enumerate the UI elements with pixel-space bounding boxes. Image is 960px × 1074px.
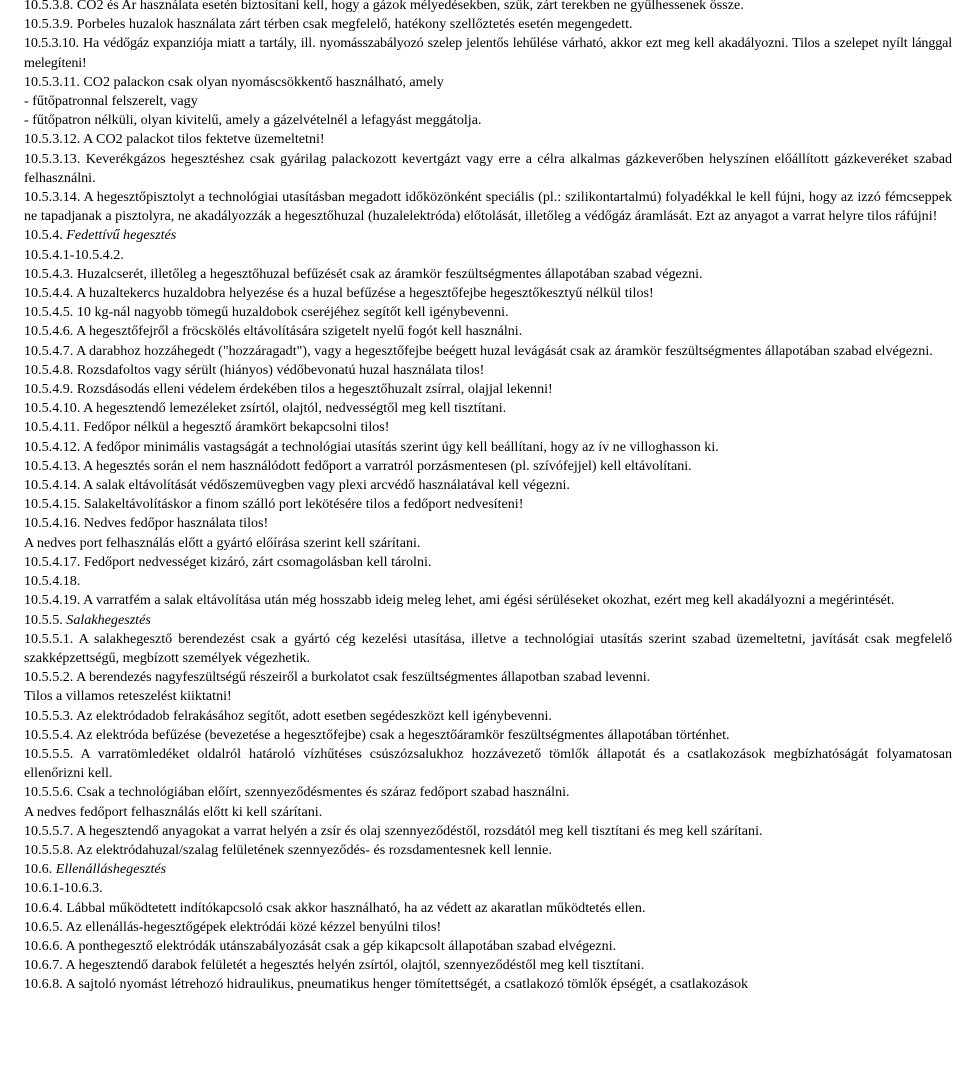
paragraph	[4, 937, 952, 956]
section-number: 10.5.4.11.	[24, 419, 80, 436]
paragraph	[4, 572, 952, 591]
section-number: 10.5.4.7.	[24, 342, 74, 359]
paragraph	[4, 534, 952, 553]
paragraph	[4, 553, 952, 572]
paragraph	[4, 707, 952, 726]
paragraph-text: A hegesztés során el nem használódott fedőport a varratról porzásmentesen (pl. szívófejjel) kell eltávolítani.	[83, 457, 692, 474]
paragraph-text: A hegesztendő anyagokat a varrat helyén a zsír és olaj szennyeződéstől, rozsdától meg kell tisztítani és meg kell szárítani.	[76, 822, 763, 839]
section-number: 10.5.4.17.	[24, 553, 81, 570]
paragraph-text: A salakhegesztő berendezést csak a gyártó cég kezelési utasítása, illetve a technológiai utasítás szerint szabad üzemeltetni, javítását csak megfelelő szakképzettségű, megbízott személyek végezhetik.	[24, 630, 953, 666]
paragraph	[4, 92, 952, 111]
paragraph-text: Rozsdásodás elleni védelem érdekében tilos a hegesztőhuzalt zsírral, olajjal lekenni!	[76, 381, 553, 398]
paragraph-text: A hegesztendő darabok felületét a hegesztés helyén zsírtól, olajtól, szennyeződéstől meg kell tisztítani.	[65, 957, 645, 974]
section-number: 10.6.4.	[24, 899, 63, 916]
section-number: 10.6.5.	[24, 918, 63, 935]
paragraph-text: A ponthegesztő elektródák utánszabályozását csak a gép kikapcsolt állapotában szabad elvégezni.	[65, 937, 617, 954]
paragraph	[4, 399, 952, 418]
paragraph	[4, 322, 952, 341]
paragraph	[4, 342, 952, 361]
section-number: 10.5.4.3.	[24, 265, 74, 282]
paragraph	[4, 975, 952, 994]
paragraph-text: A nedves port felhasználás előtt a gyártó előírása szerint kell szárítani.	[24, 534, 421, 551]
paragraph	[4, 246, 952, 265]
paragraph	[4, 899, 952, 918]
paragraph	[4, 918, 952, 937]
section-number: 10.5.4.9.	[24, 381, 74, 398]
paragraph	[4, 860, 952, 879]
paragraph-text: Lábbal működtetett indítókapcsoló csak akkor használható, ha az védett az akaratlan működtetés ellen.	[66, 899, 646, 916]
paragraph-text: A berendezés nagyfeszültségű részeiről a burkolatot csak feszültségmentes állapotban szabad levenni.	[76, 669, 651, 686]
paragraph-text: Fedőport nedvességet kizáró, zárt csomagolásban kell tárolni.	[83, 553, 432, 570]
paragraph-text: - fűtőpatronnal felszerelt, vagy	[24, 93, 198, 110]
section-number: 10.5.5.	[24, 611, 63, 628]
section-number: 10.5.4.10.	[24, 400, 81, 417]
paragraph-text: Huzalcserét, illetőleg a hegesztőhuzal befűzését csak az áramkör feszültségmentes állapotában szabad végezni.	[76, 265, 703, 282]
section-number: 10.5.4.16.	[24, 515, 81, 532]
paragraph	[4, 73, 952, 92]
section-number: 10.5.5.4.	[24, 726, 74, 743]
paragraph	[4, 150, 952, 188]
paragraph	[4, 514, 952, 533]
paragraph-text: Fedőpor nélkül a hegesztő áramkört bekapcsolni tilos!	[83, 419, 390, 436]
section-number: 10.6.7.	[24, 957, 63, 974]
paragraph-text: A salak eltávolítását védőszemüvegben vagy plexi arcvédő használatával kell végezni.	[83, 477, 570, 494]
paragraph-text: Nedves fedőpor használata tilos!	[83, 515, 269, 532]
paragraph	[4, 630, 952, 668]
paragraph	[4, 783, 952, 802]
section-number: 10.5.4.4.	[24, 285, 74, 302]
section-number: 10.5.4.6.	[24, 323, 74, 340]
paragraph	[4, 476, 952, 495]
paragraph-text: A fedőpor minimális vastagságát a technológiai utasítás szerint úgy kell beállítani, hogy az ív ne villoghasson ki.	[83, 438, 719, 455]
paragraph-text: A hegesztőpisztolyt a technológiai utasításban megadott időközönként speciális (pl.: szilikontartalmú) folyadékkal le kell fújni, hogy az izzó fémcseppek ne tapadjanak a pisztolyra, ne akadályozzák a hegesztőhuzal (huzalelektróda) előtolását, illetőleg a védőgáz áramlását. Ezt az anyagot a varrat helyre tilos ráfújni!	[24, 189, 952, 225]
paragraph-text: Rozsdafoltos vagy sérült (hiányos) védőbevonatú huzal használata tilos!	[76, 361, 485, 378]
section-number: 10.6.	[24, 861, 53, 878]
paragraph-text: Az elektródahuzal/szalag felületének szennyeződés- és rozsdamentesnek kell lennie.	[76, 841, 552, 858]
paragraph-text: Salakeltávolításkor a finom szálló port lekötésére tilos a fedőport nedvesíteni!	[83, 496, 524, 513]
paragraph-text: A hegesztőfejről a fröcskölés eltávolítására szigetelt nyelű fogót kell használni.	[76, 323, 523, 340]
section-number: 10.5.3.10.	[24, 35, 79, 52]
paragraph	[4, 956, 952, 975]
section-number: 10.5.4.	[24, 227, 63, 244]
paragraph	[4, 495, 952, 514]
section-number: 10.5.5.8.	[24, 841, 74, 858]
section-number: 10.6.6.	[24, 937, 63, 954]
section-number: 10.5.4.19.	[24, 592, 81, 609]
section-number: 10.5.4.1-10.5.4.2.	[24, 246, 124, 263]
paragraph-text: - fűtőpatron nélküli, olyan kivitelű, amely a gázelvételnél a lefagyást meggátolja.	[24, 112, 482, 129]
section-number: 10.5.4.13.	[24, 457, 81, 474]
paragraph-text: CO2 és Ar használata esetén biztosítani kell, hogy a gázok mélyedésekben, szűk, zárt terekben ne gyűlhessenek össze.	[76, 0, 744, 13]
paragraph-text: A CO2 palackot tilos fektetve üzemeltetni!	[83, 131, 325, 148]
paragraph	[4, 668, 952, 687]
paragraph-text: Tilos a villamos reteszelést kiiktatni!	[24, 688, 232, 705]
paragraph-text: A hegesztendő lemezéleket zsírtól, olajtól, nedvességtől meg kell tisztítani.	[83, 400, 507, 417]
paragraph-text: Az ellenállás-hegesztőgépek elektródái közé kézzel benyúlni tilos!	[65, 918, 442, 935]
paragraph-text: Csak a technológiában előírt, szennyeződésmentes és száraz fedőport szabad használni.	[76, 784, 570, 801]
paragraph	[4, 303, 952, 322]
paragraph	[4, 111, 952, 130]
section-number: 10.5.4.12.	[24, 438, 81, 455]
paragraph-text: 10 kg-nál nagyobb tömegű huzaldobok cseréjéhez segítőt kell igénybevenni.	[76, 304, 509, 321]
paragraph-text: Az elektróda befűzése (bevezetése a hegesztőfejbe) csak a hegesztőáramkör feszültségmentes állapotában történhet.	[76, 726, 730, 743]
paragraph	[4, 745, 952, 783]
paragraph	[4, 0, 952, 15]
paragraph-text: A nedves fedőport felhasználás előtt ki kell szárítani.	[24, 803, 323, 820]
section-heading: Ellenálláshegesztés	[55, 861, 167, 878]
paragraph	[4, 265, 952, 284]
paragraph	[4, 130, 952, 149]
paragraph	[4, 380, 952, 399]
section-number: 10.5.5.3.	[24, 707, 74, 724]
section-number: 10.5.5.6.	[24, 784, 74, 801]
paragraph	[4, 879, 952, 898]
section-number: 10.5.4.14.	[24, 477, 81, 494]
section-heading: Fedettívű hegesztés	[66, 227, 177, 244]
section-number: 10.5.4.8.	[24, 361, 74, 378]
paragraph	[4, 822, 952, 841]
paragraph-text: Keverékgázos hegesztéshez csak gyárilag palackozott kevertgázt vagy erre a célra alkalmas gázkeverőben helyszínen előállított gázkeveréket szabad felhasználni.	[24, 150, 952, 186]
paragraph-text: Ha védőgáz expanziója miatt a tartály, ill. nyomásszabályozó szelep jelentős lehűlése várható, akkor ezt meg kell akadályozni. Tilos a szelepet nyílt lánggal melegíteni!	[24, 35, 952, 71]
section-number: 10.5.5.2.	[24, 669, 74, 686]
paragraph	[4, 841, 952, 860]
section-number: 10.5.4.5.	[24, 304, 74, 321]
paragraph	[4, 34, 952, 72]
section-number: 10.5.3.11.	[24, 73, 80, 90]
paragraph	[4, 726, 952, 745]
section-number: 10.5.5.5.	[24, 745, 74, 762]
section-number: 10.5.3.13.	[24, 150, 81, 167]
paragraph-text: A varratömledéket oldalról határoló vízhűtéses csúszózsalukhoz hozzávezető tömlők állapotát és a csatlakozások megbízhatóságát folyamatosan ellenőrizni kell.	[24, 745, 952, 782]
section-number: 10.6.8.	[24, 976, 63, 993]
paragraph-text: A huzaltekercs huzaldobra helyezése és a huzal befűzése a hegesztőfejbe hegesztőkesztyű nélkül tilos!	[76, 285, 654, 302]
paragraph	[4, 591, 952, 610]
paragraph-text: CO2 palackon csak olyan nyomáscsökkentő használható, amely	[83, 73, 444, 90]
section-heading: Salakhegesztés	[66, 611, 151, 628]
section-number: 10.5.3.12.	[24, 131, 81, 148]
paragraph	[4, 611, 952, 630]
section-number: 10.5.3.8.	[24, 0, 74, 13]
section-number: 10.5.5.7.	[24, 822, 74, 839]
paragraph	[4, 188, 952, 226]
paragraph	[4, 418, 952, 437]
paragraph	[4, 457, 952, 476]
paragraph-text: Porbeles huzalok használata zárt térben csak megfelelő, hatékony szellőztetés esetén megengedett.	[76, 16, 633, 33]
section-number: 10.5.3.9.	[24, 16, 74, 33]
section-number: 10.5.3.14.	[24, 189, 81, 206]
paragraph-text: A sajtoló nyomást létrehozó hidraulikus, pneumatikus henger tömítettségét, a csatlakozó tömlők épségét, a csatlakozások	[65, 976, 749, 993]
paragraph	[4, 438, 952, 457]
section-number: 10.5.5.1.	[24, 630, 74, 647]
paragraph-text: A darabhoz hozzáhegedt ("hozzáragadt"), vagy a hegesztőfejbe beégett huzal levágását csak az áramkör feszültségmentes állapotában szabad elvégezni.	[76, 342, 933, 359]
section-number: 10.6.1-10.6.3.	[24, 880, 103, 897]
paragraph	[4, 687, 952, 706]
paragraph	[4, 361, 952, 380]
paragraph	[4, 803, 952, 822]
paragraph	[4, 284, 952, 303]
paragraph-text: A varratfém a salak eltávolítása után még hosszabb ideig meleg lehet, ami égési sérüléseket okozhat, ezért meg kell akadályozni a megérintését.	[83, 592, 895, 609]
paragraph-text: Az elektródadob felrakásához segítőt, adott esetben segédeszközt kell igénybevenni.	[76, 707, 552, 724]
paragraph	[4, 15, 952, 34]
section-number: 10.5.4.15.	[24, 496, 81, 513]
section-number: 10.5.4.18.	[24, 573, 81, 590]
paragraph	[4, 226, 952, 245]
